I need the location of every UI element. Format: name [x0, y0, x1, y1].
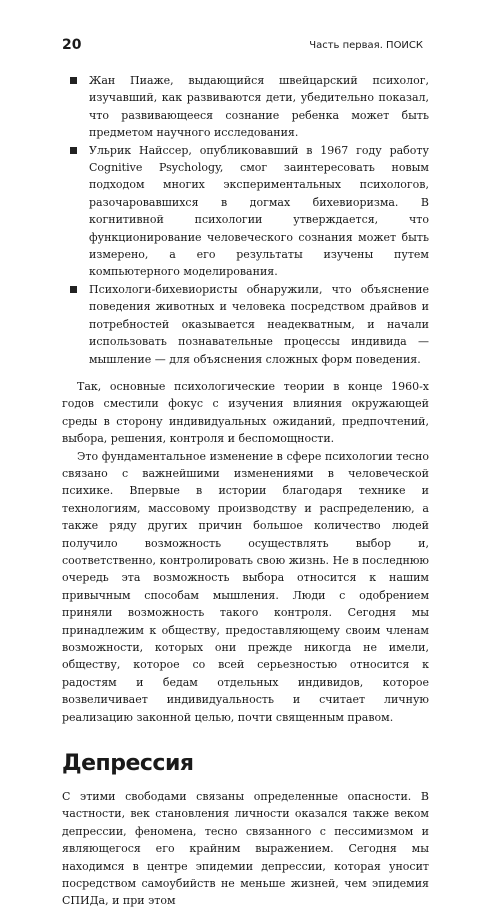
square-bullet-icon — [70, 77, 77, 84]
bullet-list — [62, 72, 429, 368]
body-paragraph: Это фундаментальное изменение в сфере психологии тесно связано с важнейшими изменениями в человеческой психике. Впервые в истории благодаря технике и технологиям, массовому производству и распределению, а также ряду других причин большое количество людей получило возможность осуществлять выбор и, соответственно, контролировать свою жизнь. Не в последнюю очередь эта возможность выбора относится к нашим привычным способам мышления. Люди с одобрением приняли возможность такого контроля. Сегодня мы принадлежим к обществу, предоставляющему своим членам возможности, которых они прежде никогда не имели, обществу, которое со всей серьезностью относится к радостям и бедам отдельных индивидов, которое возвеличивает индивидуальность и считает личную реализацию законной целью, почти священным правом. — [62, 449, 429, 724]
square-bullet-icon — [70, 286, 77, 293]
section-heading: Депрессия — [62, 751, 194, 777]
list-item — [62, 72, 429, 142]
page-header — [62, 37, 423, 57]
list-item-text: Психологи-бихевиористы обнаружили, что объяснение поведения животных и человека посредством драйвов и потребностей оказывается неадекватным, и начали использовать познавательные процессы индивида — мышление — для объяснения сложных форм поведения. — [89, 282, 429, 366]
list-item — [62, 281, 429, 368]
list-item-text: Жан Пиаже, выдающийся швейцарский психолог, изучавший, как развиваются дети, убедительно показал, что развивающееся сознание ребенка может быть предметом научного исследования. — [89, 74, 429, 140]
body-paragraph: Так, основные психологические теории в конце 1960-х годов сместили фокус с изучения влияния окружающей среды в сторону индивидуальных ожиданий, предпочтений, выбора, решения, контроля и беспомощности. — [62, 379, 429, 446]
running-head: Часть первая. ПОИСК — [309, 40, 423, 51]
square-bullet-icon — [70, 147, 77, 154]
page-number: 20 — [62, 37, 82, 53]
page-body — [62, 72, 429, 910]
body-paragraph: С этими свободами связаны определенные опасности. В частности, век становления личности оказался также веком депрессии, феномена, тесно связанного с пессимизмом и являющегося его крайним выражением. Сегодня мы находимся в центре эпидемии депрессии, которая уносит посредством самоубийств не меньше жизней, чем эпидемия СПИДа, и при этом — [62, 790, 429, 908]
list-item-text: Ульрик Найссер, опубликовавший в 1967 году работу Cognitive Psychology, смог заинтересовать новым подходом многих экспериментальных психологов, разочаровавшихся в догмах бихевиоризма. В когнитивной психологии утверждается, что функционирование человеческого сознания может быть измерено, а его результаты изучены путем компьютерного моделирования. — [89, 143, 429, 279]
list-item — [62, 142, 429, 281]
